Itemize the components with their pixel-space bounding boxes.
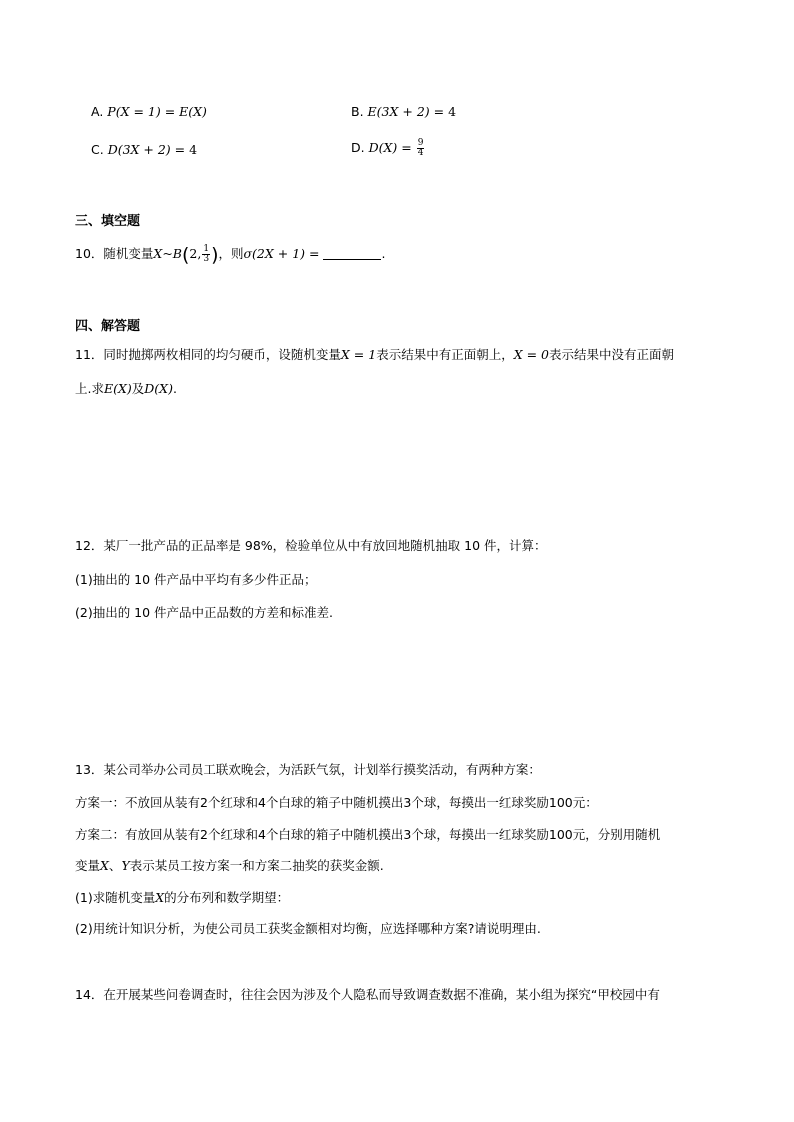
question-11-line-2: 上.求E(X)及D(X). [75,381,177,396]
question-12-line-3: (2)抽出的 10 件产品中正品数的方差和标准差. [75,605,334,620]
choice-d: D. D(X) = $\frac{9}{4}$ [351,138,424,158]
question-13-line-6: (2)用统计知识分析，为使公司员工获奖金额相对均衡，应选择哪种方案?请说明理由. [75,921,541,936]
question-10: 10．随机变量X~B(2, $\frac{1}{3}$ )，则σ(2X + 1) = . [75,244,386,266]
question-13-line-2: 方案一：不放回从装有2个红球和4个白球的箱子中随机摸出3个球，每摸出一红球奖励100元： [75,795,598,810]
section-title-answer: 四、解答题 [75,319,141,334]
section-title-fill-in: 三、填空题 [75,214,141,229]
choice-b: B. E(3X + 2) = 4 [351,104,457,119]
fraction-nine-quarters: $\frac{9}{4}$ [417,138,424,158]
question-12-line-2: (1)抽出的 10 件产品中平均有多少件正品； [75,572,317,587]
question-13-line-3: 方案二：有放回从装有2个红球和4个白球的箱子中随机摸出3个球，每摸出一红球奖励100元，分别用随机 [75,827,661,842]
question-13-line-4: 变量X、Y表示某员工按方案一和方案二抽奖的获奖金额. [75,858,384,873]
question-12-line-1: 12．某厂一批产品的正品率是 98%，检验单位从中有放回地随机抽取 10 件，计算： [75,538,547,553]
fraction-one-third: $\frac{1}{3}$ [203,244,210,264]
question-11-line-1: 11．同时抛掷两枚相同的均匀硬币，设随机变量X = 1表示结果中有正面朝上，X = 0表示结果中没有正面朝 [75,347,675,362]
choice-c: C. D(3X + 2) = 4 [91,142,198,157]
choice-a: A. P(X = 1) = E(X) [91,104,207,119]
question-13-line-5: (1)求随机变量X的分布列和数学期望： [75,890,290,905]
question-14-line-1: 14．在开展某些问卷调查时，往往会因为涉及个人隐私而导致调查数据不准确，某小组为探究“甲校园中有 [75,987,660,1002]
question-13-line-1: 13．某公司举办公司员工联欢晚会，为活跃气氛，计划举行摸奖活动，有两种方案： [75,762,541,777]
answer-blank [323,247,381,260]
